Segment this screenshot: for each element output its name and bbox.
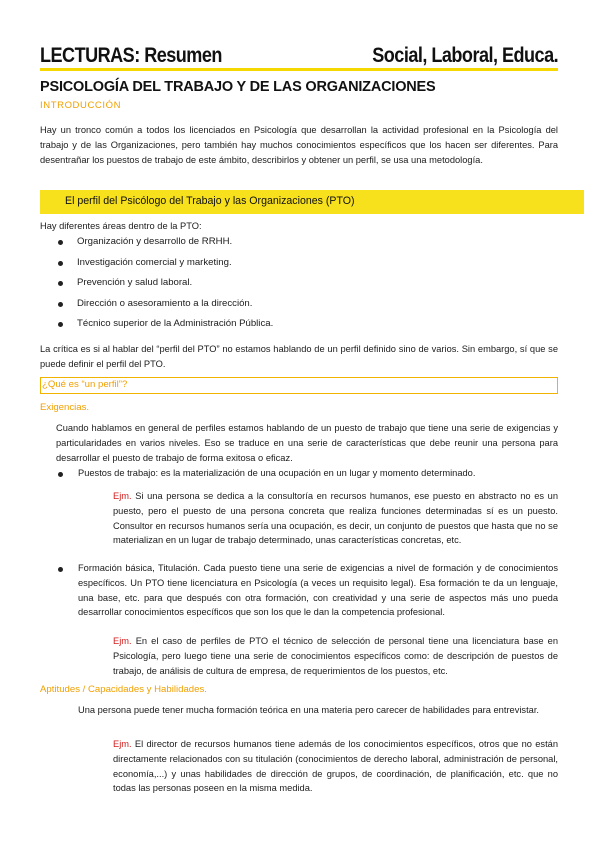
example-text: Si una persona se dedica a la consultoría en recursos humanos, ese puesto en abstracto no es un puesto, pero el puesto de una persona concreta que realiza funciones determinadas sí es un puesto. Consultor en recursos humanos sería una ocupación, es decir, un conjunto de puestos que hasta que no se materializan en un lugar de trabajo determinado, unas características concretas, etc. <box>113 491 558 546</box>
intro-paragraph: Hay un tronco común a todos los licenciados en Psicología que desarrollan la actividad profesional en la Psicología del trabajo y de las Organizaciones, pero también hay muchos conocimientos específicos que los hacen ser diferentes. Para desentrañar los puestos de trabajo de este ámbito, describirlos y obtener un perfil, se usa una metodología. <box>40 125 558 165</box>
exigencias-heading: Exigencias. <box>40 402 90 413</box>
page-header <box>40 44 558 70</box>
ejm-label: Ejm. <box>113 739 132 749</box>
example-puestos <box>113 489 558 548</box>
exigencias-item-formacion: Formación básica, Titulación. Cada puesto tiene una serie de exigencias a nivel de formación y de conocimientos específicos. Un PTO tiene licenciatura en Psicología (a veces un requisito legal). Esa formación te da un lenguaje, una base, etc. para que después con otra formación, con creatividad y una serie de aspectos más uno pueda desarrollar conocimientos específicos que son los que le dan la competencia profesional. <box>78 563 558 618</box>
document-title: PSICOLOGÍA DEL TRABAJO Y DE LAS ORGANIZACIONES <box>40 79 436 95</box>
section-title: El perfil del Psicólogo del Trabajo y las Organizaciones (PTO) <box>65 195 355 207</box>
intro-heading: INTRODUCCIÓN <box>40 100 122 111</box>
question-box <box>40 377 558 394</box>
exigencias-item-puestos: Puestos de trabajo: es la materialización de una ocupación en un lugar y momento determinado. <box>78 468 476 478</box>
ejm-label: Ejm. <box>113 636 132 646</box>
list-item: Organización y desarrollo de RRHH. <box>58 236 273 257</box>
header-rule <box>40 68 558 71</box>
critique-paragraph: La crítica es si al hablar del “perfil del PTO” no estamos hablando de un perfil definido sino de varios. Sin embargo, sí que se puede definir el perfil del PTO. <box>40 344 558 369</box>
aptitudes-intro: Una persona puede tener mucha formación teórica en una materia pero carecer de habilidades para entrevistar. <box>78 705 539 715</box>
bullet-dot <box>58 472 63 477</box>
header-subject: Social, Laboral, Educa. <box>372 44 558 67</box>
areas-list <box>58 236 273 339</box>
header-title: LECTURAS: Resumen <box>40 44 222 67</box>
example-aptitudes <box>113 737 558 796</box>
list-item: Técnico superior de la Administración Pública. <box>58 318 273 339</box>
section-band <box>40 190 584 214</box>
list-item: Prevención y salud laboral. <box>58 277 273 298</box>
example-formacion <box>113 634 558 678</box>
example-text: En el caso de perfiles de PTO el técnico de selección de personal tiene una licenciatura base en Psicología, pero luego tiene una serie de conocimientos específicos como: de descripción de puestos de trabajo, de análisis de cultura de empresa, de requerimientos de los puestos, etc. <box>113 636 558 676</box>
list-item: Investigación comercial y marketing. <box>58 257 273 278</box>
aptitudes-heading: Aptitudes / Capacidades y Habilidades. <box>40 684 207 695</box>
list-item: Dirección o asesoramiento a la dirección. <box>58 298 273 319</box>
ejm-label: Ejm. <box>113 491 132 501</box>
exigencias-intro: Cuando hablamos en general de perfiles estamos hablando de un puesto de trabajo que tiene una serie de exigencias y particularidades en varios niveles. Eso se traduce en una serie de características que debe reunir una persona para desarrollar el puesto de trabajo de forma exitosa o eficaz. <box>56 423 558 463</box>
bullet-dot <box>58 567 63 572</box>
question-heading: ¿Qué es “un perfil”? <box>42 379 128 390</box>
example-text: El director de recursos humanos tiene además de los conocimientos específicos, otros que no están directamente relacionados con su titulación (conocimientos de derecho laboral, administración de personal, economía,...) y unas habilidades de dirección de grupos, de coordinación, de planificación, etc. que no todas las personas poseen en la misma medida. <box>113 739 558 794</box>
areas-lead: Hay diferentes áreas dentro de la PTO: <box>40 221 202 231</box>
